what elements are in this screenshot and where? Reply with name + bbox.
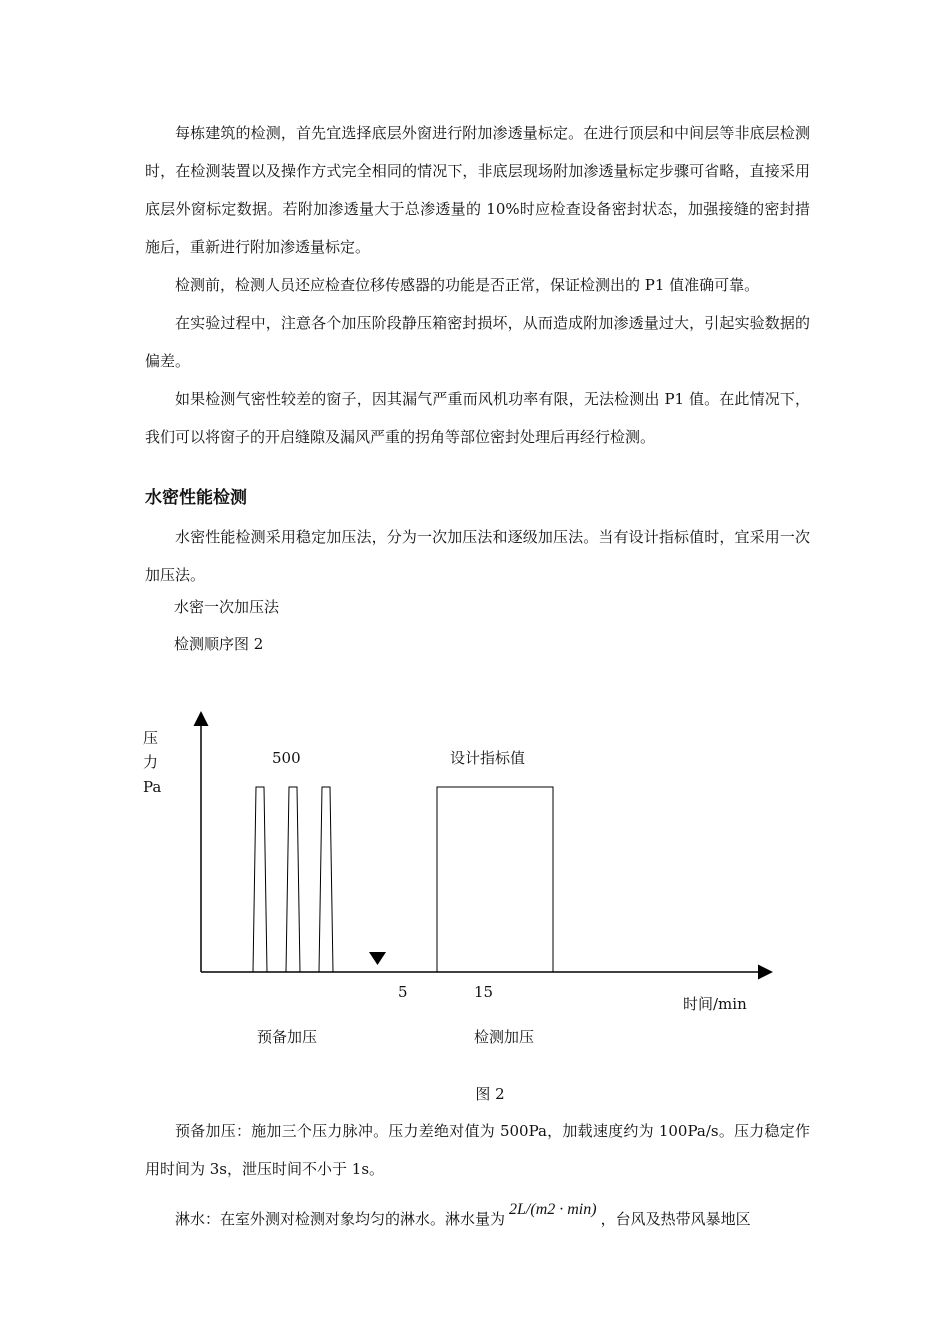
time-tick-5: 5: [398, 983, 408, 1001]
design-pressure-block: [437, 787, 553, 972]
paragraph-water-spray: [145, 1200, 810, 1239]
paragraph-seal-damage: 在实验过程中，注意各个加压阶段静压箱密封损坏，从而造成附加渗透量过大，引起实验数据的偏差。: [145, 314, 810, 370]
figure-caption: 图 2: [475, 1085, 505, 1103]
phase-label-preliminary: 预备加压: [257, 1028, 318, 1046]
y-axis-label-char-1: 压: [143, 729, 159, 747]
time-tick-15: 15: [474, 983, 494, 1001]
paragraph-poor-airtightness: 如果检测气密性较差的窗子，因其漏气严重而风机功率有限，无法检测出 P1 值。在此情况下，我们可以将窗子的开启缝隙及漏风严重的拐角等部位密封处理后再经行检测。: [145, 390, 810, 446]
method-title: 水密一次加压法: [174, 598, 280, 616]
phase-label-test: 检测加压: [474, 1028, 535, 1046]
y-axis-label-char-2: 力: [143, 753, 159, 771]
pressure-pulse-3: [319, 787, 333, 972]
pressure-pulse-2: [286, 787, 300, 972]
paragraph-water-method: 水密性能检测采用稳定加压法，分为一次加压法和逐级加压法。当有设计指标值时，宜采用一次加压法。: [145, 528, 810, 584]
y-axis-label-unit: Pa: [143, 778, 162, 796]
water-start-marker: [369, 952, 386, 965]
paragraph-preliminary-pressure: 预备加压：施加三个压力脉冲。压力差绝对值为 500Pa，加载速度约为 100Pa/s。压力稳定作用时间为 3s，泄压时间不小于 1s。: [145, 1122, 810, 1178]
water-spray-text-before: 淋水：在室外测对检测对象均匀的淋水。淋水量为: [175, 1210, 506, 1228]
pulse-value-label: 500: [272, 749, 301, 767]
sequence-title: 检测顺序图 2: [174, 635, 264, 653]
section-heading-water-tightness: 水密性能检测: [145, 488, 247, 508]
pressure-sequence-diagram: [0, 700, 950, 1100]
pressure-pulse-1: [253, 787, 267, 972]
water-flow-formula: 2L/(m2 · min): [509, 1201, 597, 1218]
x-axis-label: 时间/min: [683, 995, 747, 1013]
paragraph-calibration: 每栋建筑的检测，首先宜选择底层外窗进行附加渗透量标定。在进行顶层和中间层等非底层检测时，在检测装置以及操作方式完全相同的情况下，非底层现场附加渗透量标定步骤可省略，直接采用底层外窗标定数据。若附加渗透量大于总渗透量的 10%时应检查设备密封状态，加强接缝的密封措施后，重新进行附加渗透量标定。: [145, 124, 810, 256]
paragraph-sensor-check: 检测前，检测人员还应检查位移传感器的功能是否正常，保证检测出的 P1 值准确可靠。: [175, 276, 760, 294]
water-spray-text-after: ，台风及热带风暴地区: [600, 1210, 751, 1228]
design-value-label: 设计指标值: [450, 749, 526, 767]
